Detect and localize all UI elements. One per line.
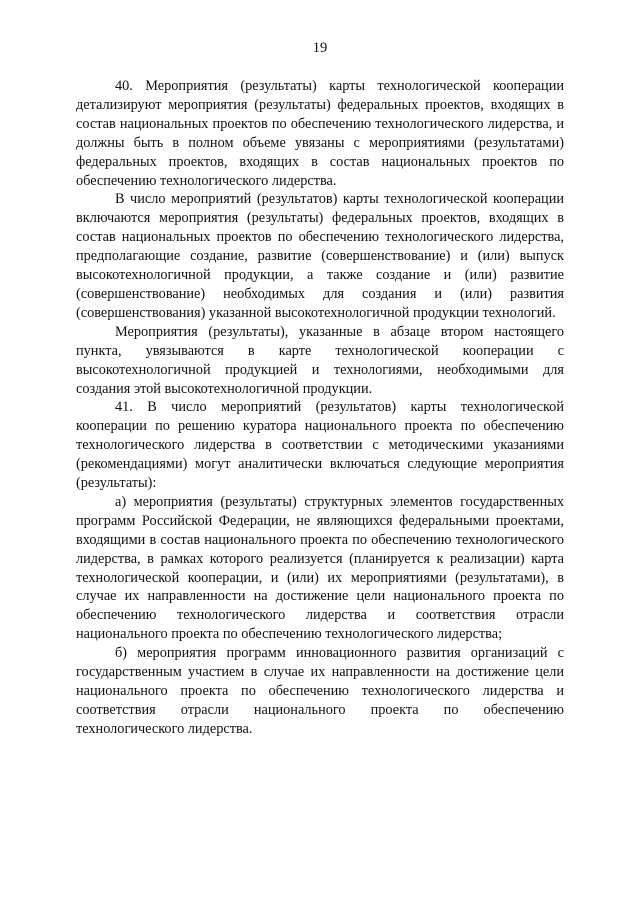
- paragraph-40-linkage: Мероприятия (результаты), указанные в абзаце втором настоящего пункта, увязываются в карте технологической кооперации с высокотехнологичной продукцией и технологиями, необходимыми для создания этой высокотехнологичной продукции.: [76, 323, 564, 397]
- paragraph-41-item-a: а) мероприятия (результаты) структурных элементов государственных программ Российской Федерации, не являющихся федеральными проектами, входящими в состав национального проекта по обеспечению технологического лидерства, в рамках которого реализуется (планируется к реализации) карта технологической кооперации, и (или) их мероприятиями (результатами), в случае их направленности на достижение цели национального проекта по обеспечению технологического лидерства и соответствия отрасли национального проекта по обеспечению технологического лидерства;: [76, 493, 564, 643]
- document-body: [76, 77, 564, 739]
- paragraph-40: 40. Мероприятия (результаты) карты технологической кооперации детализируют мероприятия (результаты) федеральных проектов, входящих в состав национальных проектов по обеспечению технологического лидерства, и должны быть в полном объеме увязаны с мероприятиями (результатами) федеральных проектов, входящих в состав национальных проектов по обеспечению технологического лидерства.: [76, 78, 564, 189]
- page-number: 19: [312, 40, 328, 56]
- paragraph-41: 41. В число мероприятий (результатов) карты технологической кооперации по решению куратора национального проекта по обеспечению технологического лидерства в соответствии с методическими указаниями (рекомендациями) могут аналитически включаться следующие мероприятия (результаты):: [76, 399, 564, 492]
- paragraph-41-item-b: б) мероприятия программ инновационного развития организаций с государственным участием в случае их направленности на достижение цели национального проекта по обеспечению технологического лидерства и соответствия отрасли национального проекта по обеспечению технологического лидерства.: [76, 645, 564, 737]
- paragraph-40-included-activities: В число мероприятий (результатов) карты технологической кооперации включаются мероприятия (результаты) федеральных проектов, входящих в состав национальных проектов по обеспечению технологического лидерства, предполагающие создание, развитие (совершенствование) и (или) выпуск высокотехнологичной продукции, а также создание и (или) развитие (совершенствование) необходимых для создания и (или) развития (совершенствования) указанной высокотехнологичной продукции технологий.: [76, 191, 564, 321]
